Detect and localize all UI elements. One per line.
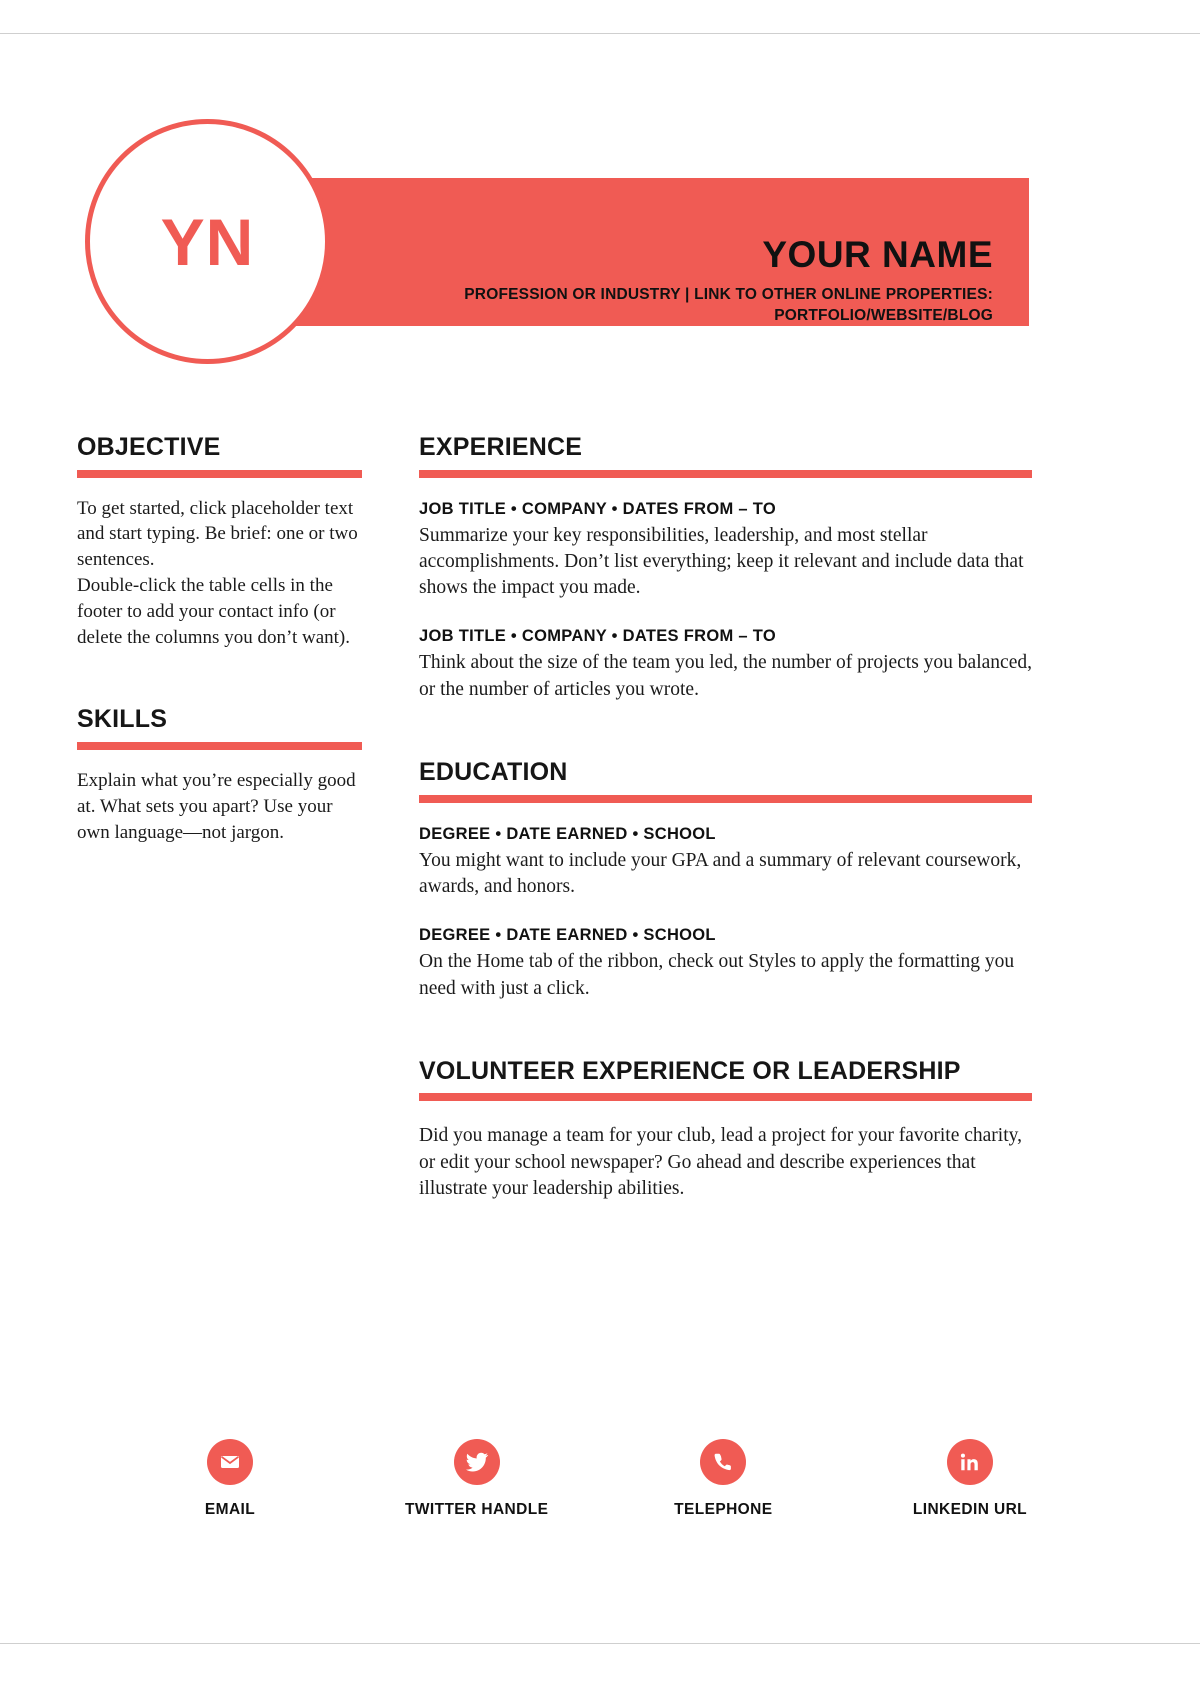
- objective-paragraph-1: To get started, click placeholder text and start typing. Be brief: one or two sentences.: [77, 497, 358, 571]
- section-title-skills: SKILLS: [77, 705, 168, 734]
- resume-sheet: [0, 34, 1200, 1643]
- entry-heading: DEGREE • DATE EARNED • SCHOOL: [419, 926, 716, 945]
- contact-label: LINKEDIN URL: [912, 1501, 1028, 1518]
- education-entry: [419, 825, 1032, 901]
- entry-body: Think about the size of the team you led, the number of projects you balanced, or the number of articles you wrote.: [419, 652, 1032, 700]
- objective-body: [77, 496, 362, 651]
- section-title-experience: EXPERIENCE: [419, 433, 583, 461]
- section-experience: [419, 434, 1032, 703]
- linkedin-icon: [947, 1439, 993, 1485]
- header-text-block: [293, 236, 993, 327]
- entry-body: You might want to include your GPA and a summary of relevant coursework, awards, and honors.: [419, 849, 1022, 897]
- education-entry: [419, 926, 1032, 1002]
- header-tagline: PROFESSION OR INDUSTRY | LINK TO OTHER ONLINE PROPERTIES: PORTFOLIO/WEBSITE/BLOG: [464, 285, 993, 324]
- contact-label: TWITTER HANDLE: [404, 1501, 549, 1518]
- page-bottom-margin: [0, 1643, 1200, 1697]
- volunteer-body: Did you manage a team for your club, lead a project for your favorite charity, or edit your school newspaper? Go ahead and describe experiences that illustrate your leadership abilities.: [419, 1125, 1022, 1199]
- contact-item-linkedin[interactable]: [860, 1439, 1080, 1519]
- contact-label: TELEPHONE: [674, 1501, 773, 1518]
- experience-entry: [419, 627, 1032, 703]
- telephone-icon: [700, 1439, 746, 1485]
- entry-body: On the Home tab of the ribbon, check out Styles to apply the formatting you need with just a click.: [419, 951, 1015, 999]
- spacer: [419, 1002, 1032, 1058]
- section-skills: [77, 706, 362, 845]
- skills-paragraph-1: Explain what you’re especially good at. What sets you apart? Use your own language—not jargon.: [77, 769, 356, 843]
- entry-body: Summarize your key responsibilities, leadership, and most stellar accomplishments. Don’t list everything; keep it relevant and include data that shows the impact you made.: [419, 524, 1024, 599]
- section-title-objective: OBJECTIVE: [77, 433, 221, 461]
- experience-entry: [419, 500, 1032, 602]
- right-column: [419, 434, 1032, 1202]
- contact-label: EMAIL: [204, 1501, 256, 1518]
- section-rule: [419, 1093, 1032, 1101]
- skills-body: [77, 768, 362, 845]
- objective-paragraph-2: Double-click the table cells in the footer to add your contact info (or delete the columns you don’t want).: [77, 574, 350, 648]
- left-column: [77, 434, 362, 845]
- entry-heading: JOB TITLE • COMPANY • DATES FROM – TO: [419, 627, 776, 646]
- entry-heading: JOB TITLE • COMPANY • DATES FROM – TO: [419, 499, 776, 518]
- monogram-circle: [85, 119, 330, 364]
- entry-heading: DEGREE • DATE EARNED • SCHOOL: [419, 824, 716, 843]
- contact-item-twitter[interactable]: [367, 1439, 587, 1519]
- page-title: YOUR NAME: [762, 234, 993, 275]
- section-rule: [419, 470, 1032, 478]
- contact-item-email[interactable]: [120, 1439, 340, 1519]
- section-rule: [77, 470, 362, 478]
- twitter-icon: [454, 1439, 500, 1485]
- contact-footer: [120, 1439, 1080, 1519]
- contact-item-telephone[interactable]: [613, 1439, 833, 1519]
- page-top-margin: [0, 0, 1200, 34]
- monogram-initials: YN: [160, 204, 255, 279]
- spacer: [77, 650, 362, 706]
- section-rule: [419, 795, 1032, 803]
- email-icon: [207, 1439, 253, 1485]
- section-title-volunteer: VOLUNTEER EXPERIENCE OR LEADERSHIP: [419, 1056, 961, 1085]
- section-volunteer: [419, 1058, 1032, 1202]
- section-title-education: EDUCATION: [419, 758, 568, 787]
- section-education: [419, 759, 1032, 1002]
- section-objective: [77, 434, 362, 650]
- spacer: [419, 703, 1032, 759]
- section-rule: [77, 742, 362, 750]
